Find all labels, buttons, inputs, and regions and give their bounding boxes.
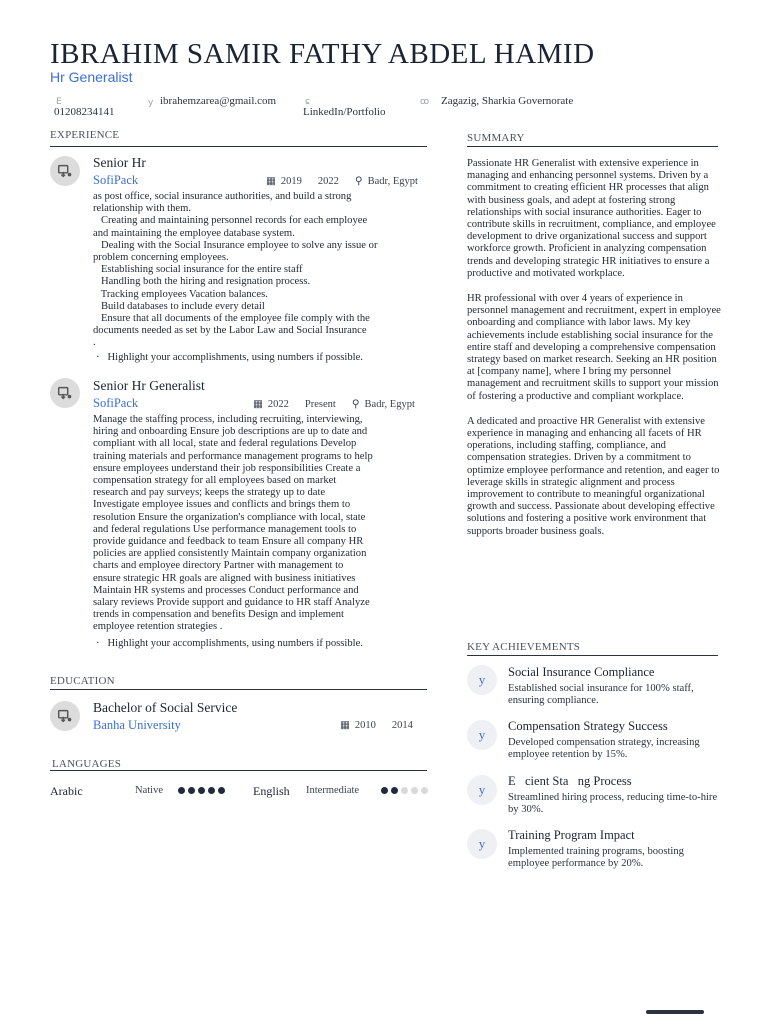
school-name[interactable]: Banha University xyxy=(93,718,181,732)
experience-divider xyxy=(50,146,427,147)
rating-dot xyxy=(411,787,418,794)
languages-heading: LANGUAGES xyxy=(52,758,122,770)
company-logo-icon xyxy=(50,156,80,186)
summary-divider xyxy=(467,146,718,147)
accomplishment-text: Highlight your accomplishments, using numbers if possible. xyxy=(107,638,363,649)
company-logo-icon xyxy=(50,378,80,408)
education-dates xyxy=(340,719,413,731)
calendar-icon: ▦ xyxy=(253,399,263,410)
language-name: Arabic xyxy=(50,784,83,798)
description-line: trends in compensation and benefits Design and implement xyxy=(93,609,344,621)
achievement-icon: y xyxy=(467,775,497,805)
school-logo-icon xyxy=(56,707,74,725)
education-start: 2010 xyxy=(354,719,376,731)
rating-dot xyxy=(178,787,185,794)
summary-paragraph: A dedicated and proactive HR Generalist with extensive experience in managing and enhancing all facets of HR operations, including staffing, compliance, and compensation strategies. Driven by a commitment to optimize employee performance and retention, and eager to leverage skills in strategic alignment and process improvement to contribute to meaningful organizational growth and success. Passionate about developing effective solutions and fostering a positive work environment that supports broader business goals. xyxy=(467,415,720,537)
achievements-heading: KEY ACHIEVEMENTS xyxy=(467,641,581,653)
achievement-title: E cient Sta ng Process xyxy=(508,774,632,788)
email-icon: y xyxy=(148,98,154,108)
start-year: 2022 xyxy=(267,398,289,410)
accomplishment-bullet: · Highlight your accomplishments, using numbers if possible. xyxy=(96,352,363,363)
summary-text xyxy=(467,158,723,551)
description-line: ensure strategic HR goals are aligned with business initiatives xyxy=(93,572,356,584)
email-address[interactable]: ibrahemzarea@gmail.com xyxy=(160,95,277,107)
language-name: English xyxy=(253,784,290,798)
end-year: Present xyxy=(304,398,336,410)
description-line: Handling both the hiring and resignation process. xyxy=(93,276,311,288)
accomplishment-text: Highlight your accomplishments, using numbers if possible. xyxy=(107,352,363,363)
description-line: and federal regulations Use performance management tools to xyxy=(93,523,357,535)
summary-paragraph: Passionate HR Generalist with extensive experience in managing and enhancing personnel systems. Driven by a commitment to creating efficient HR processes that align with business goals, and adept at fostering strong relationships with social insurance authorities. Eager to contribute skills in recruitment, compliance, and employee development to drive organizational success and support workforce growth. Proficient in analyzing compensation trends and developing strategic HR initiatives to ensure a productive and motivated workplace. xyxy=(467,158,716,279)
description-line: salary reviews Provide support and guidance to HR staff Analyze xyxy=(93,597,370,609)
rating-dot xyxy=(188,787,195,794)
achievement-icon: y xyxy=(467,829,497,859)
language-rating-arabic xyxy=(178,787,225,794)
degree-title: Bachelor of Social Service xyxy=(93,700,238,715)
language-level: Native xyxy=(135,785,163,796)
job-title: Senior Hr xyxy=(93,155,146,170)
achievement-icon: y xyxy=(467,665,497,695)
description-line: research and pay surveys; keeps the strategy up to date xyxy=(93,487,326,499)
job-location: Badr, Egypt xyxy=(367,175,418,187)
phone-number: 01208234141 xyxy=(54,106,115,118)
description-line: compliant with all local, state and federal regulations Develop xyxy=(93,438,357,450)
candidate-role: Hr Generalist xyxy=(50,69,133,85)
description-line: Manage the staffing process, including recruiting, interviewing, xyxy=(93,414,363,425)
achievements-divider xyxy=(467,655,718,656)
achievement-icon: y xyxy=(467,720,497,750)
job-title: Senior Hr Generalist xyxy=(93,378,205,393)
description-line: Maintain HR systems and processes Conduct performance and xyxy=(93,584,359,596)
rating-dot xyxy=(198,787,205,794)
map-pin-icon: ⚲ xyxy=(351,399,360,410)
company-name[interactable]: SofiPack xyxy=(93,396,139,410)
description-line: Establishing social insurance for the entire staff xyxy=(93,264,303,276)
description-line: Investigate employee issues and conflicts and brings them to xyxy=(93,499,351,511)
company-name[interactable]: SofiPack xyxy=(93,173,139,187)
summary-heading: SUMMARY xyxy=(467,132,525,144)
rating-dot xyxy=(381,787,388,794)
description-line: Ensure that all documents of the employee file comply with the xyxy=(93,313,370,325)
achievement-description: Developed compensation strategy, increasing employee retention by 15%. xyxy=(508,737,700,761)
phone-icon: E xyxy=(56,97,62,107)
job-description xyxy=(93,191,378,350)
job-location: Badr, Egypt xyxy=(364,398,415,410)
start-year: 2019 xyxy=(280,175,302,187)
description-line: policies are applied consistently Maintain company organization xyxy=(93,548,367,560)
location-icon: ꝏ xyxy=(420,97,430,107)
achievement-title: Social Insurance Compliance xyxy=(508,665,655,679)
location-text: Zagazig, Sharkia Governorate xyxy=(441,95,574,107)
education-end: 2014 xyxy=(391,719,413,731)
description-line: training materials and performance management programs to help xyxy=(93,450,373,462)
description-line: hiring and onboarding Ensure job descriptions are up to date and xyxy=(93,426,368,438)
candidate-name: IBRAHIM SAMIR FATHY ABDEL HAMID xyxy=(50,38,595,70)
rating-dot xyxy=(218,787,225,794)
achievement-title: Compensation Strategy Success xyxy=(508,719,668,733)
company-logo-icon xyxy=(56,384,74,402)
achievement-description: Implemented training programs, boosting employee performance by 20%. xyxy=(508,846,684,870)
achievement-description: Established social insurance for 100% staff, ensuring compliance. xyxy=(508,683,694,707)
description-line: Tracking employees Vacation balances. xyxy=(93,288,268,300)
description-line: problem concerning employees. xyxy=(93,252,229,264)
link-icon: ɕ xyxy=(305,97,310,107)
job-meta xyxy=(266,175,418,187)
language-level: Intermediate xyxy=(306,785,360,796)
rating-dot xyxy=(421,787,428,794)
education-divider xyxy=(50,689,427,690)
description-line: Build databases to include every detail xyxy=(93,300,265,312)
description-line: Dealing with the Social Insurance employee to solve any issue or xyxy=(93,239,378,251)
achievement-title: Training Program Impact xyxy=(508,828,635,842)
description-line: relationship with them. xyxy=(93,203,191,215)
language-rating-english xyxy=(381,787,428,794)
accomplishment-bullet: · Highlight your accomplishments, using numbers if possible. xyxy=(96,638,363,649)
rating-dot xyxy=(208,787,215,794)
description-line: provide guidance and feedback to team Ensure all company HR xyxy=(93,536,364,548)
education-heading: EDUCATION xyxy=(50,675,115,687)
description-line: ensure employees understand their job responsibilities Create a xyxy=(93,462,361,474)
job-description xyxy=(93,414,373,634)
job-meta xyxy=(253,398,415,410)
languages-divider xyxy=(50,770,427,771)
school-logo-icon xyxy=(50,701,80,731)
description-line: Creating and maintaining personnel records for each employee xyxy=(93,215,368,227)
calendar-icon: ▦ xyxy=(340,720,350,731)
description-line: resolution Ensure the organization's compliance with local, state xyxy=(93,511,366,523)
map-pin-icon: ⚲ xyxy=(354,176,363,187)
rating-dot xyxy=(391,787,398,794)
description-line: as post office, social insurance authorities, and build a strong xyxy=(93,191,352,202)
portfolio-link[interactable]: LinkedIn/Portfolio xyxy=(303,106,386,118)
description-line: charts and employee directory Partner with management to xyxy=(93,560,344,572)
achievement-description: Streamlined hiring process, reducing time-to-hire by 30%. xyxy=(508,792,718,816)
summary-paragraph: HR professional with over 4 years of experience in personnel management and recruitment, expert in employee onboarding and compliance with labor laws. My key achievements include establishing social insurance for the entire staff and developing a comprehensive compensation strategy based on market research. Seeking an HR position at [company name], where I bring my personnel management and recruitment skills to support your mission of fostering a productive and compliant workplace. xyxy=(467,293,721,402)
page-indicator xyxy=(646,1010,704,1014)
end-year: 2022 xyxy=(317,175,339,187)
description-line: . xyxy=(93,337,96,349)
company-logo-icon xyxy=(56,162,74,180)
experience-heading: EXPERIENCE xyxy=(50,129,120,141)
description-line: employee retention strategies . xyxy=(93,621,223,633)
calendar-icon: ▦ xyxy=(266,176,276,187)
rating-dot xyxy=(401,787,408,794)
description-line: and maintaining the employee database system. xyxy=(93,227,295,239)
description-line: compensation strategy for all employees based on market xyxy=(93,475,337,487)
description-line: documents needed as set by the Labor Law and Social Insurance xyxy=(93,325,367,337)
